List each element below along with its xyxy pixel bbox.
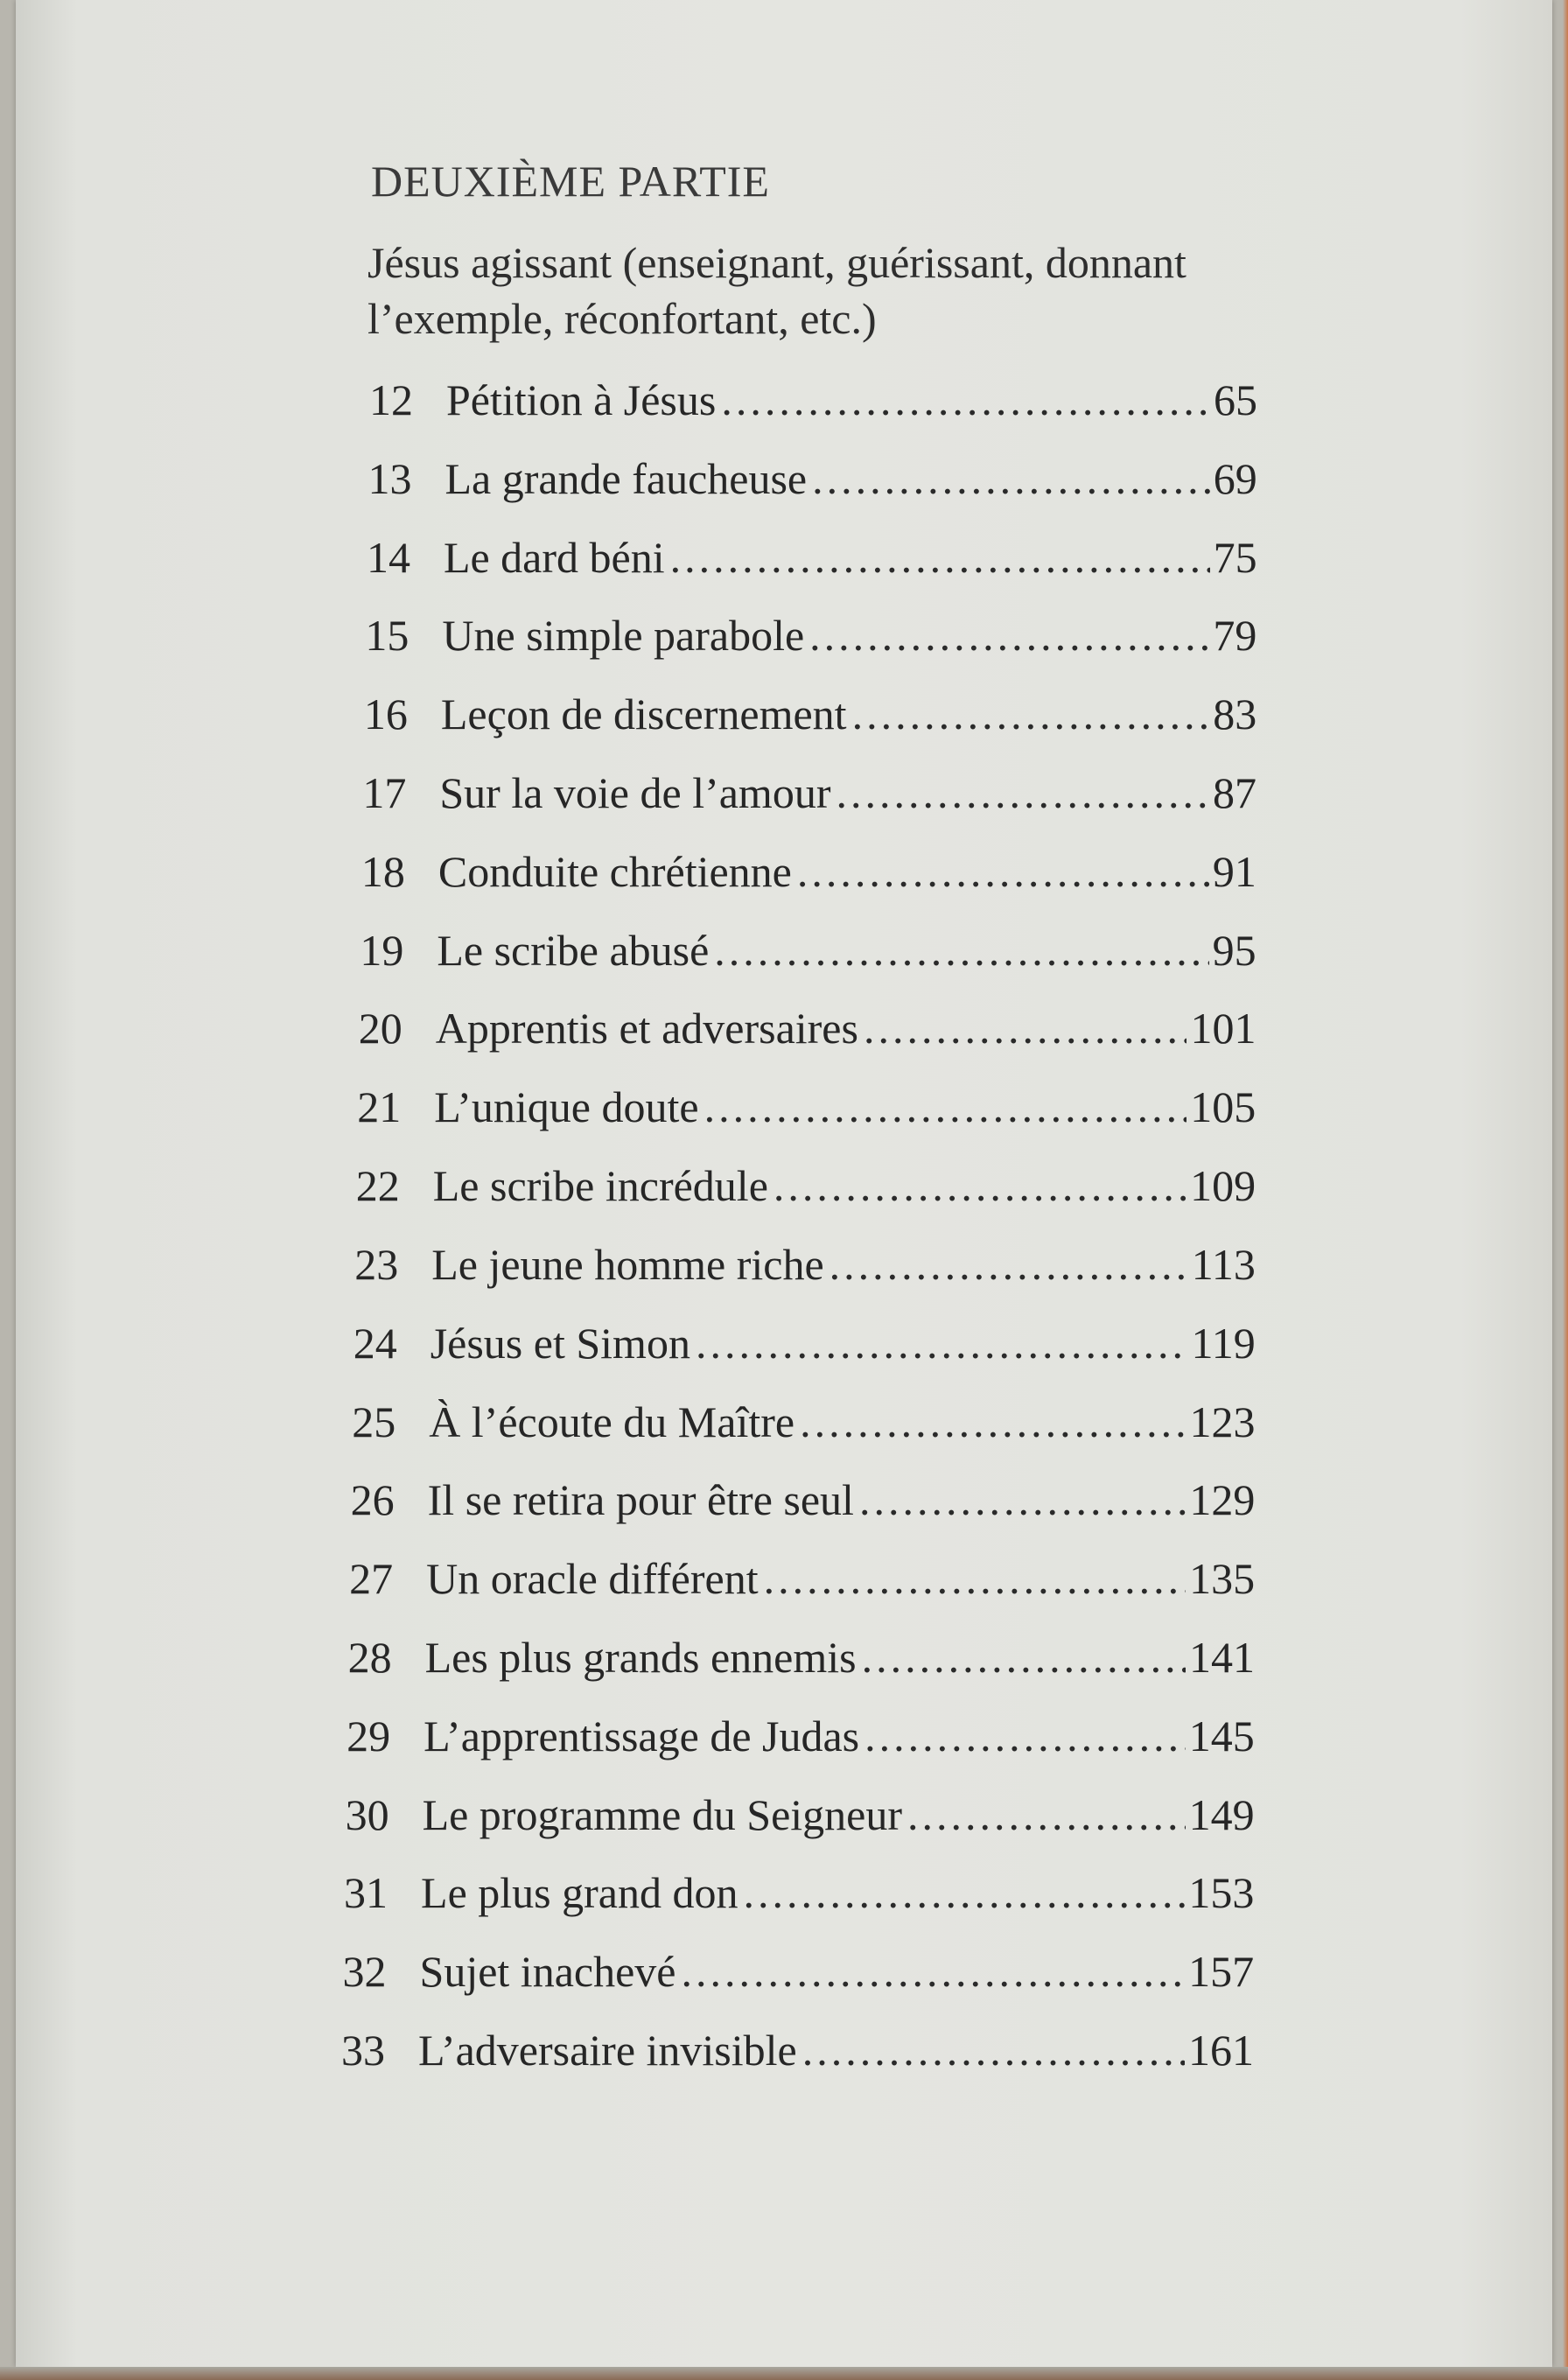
- toc-entry-leader-dots: [721, 374, 1210, 425]
- toc-entry: [346, 1789, 1255, 1845]
- toc-entry-page-number: 83: [1213, 690, 1257, 739]
- toc-entry-page-number: 153: [1188, 1868, 1255, 1918]
- toc-entry: [341, 2025, 1254, 2081]
- toc-entry: [343, 1946, 1255, 2002]
- toc-entry: [346, 1711, 1255, 1767]
- toc-entry-number: 22: [355, 1161, 400, 1211]
- toc-entry-page-number: 75: [1213, 532, 1257, 582]
- toc-entry-title: La grande faucheuse: [444, 453, 808, 503]
- toc-entry: [357, 1082, 1256, 1138]
- toc-entry-page-number: 119: [1191, 1318, 1256, 1368]
- toc-entry: [348, 1632, 1255, 1688]
- toc-entry-number: 18: [360, 846, 405, 896]
- toc-entry-number: 19: [360, 925, 404, 975]
- toc-entry-page-number: 157: [1188, 1947, 1255, 1997]
- toc-entry-number: 31: [344, 1868, 388, 1918]
- toc-entry-leader-dots: [859, 1474, 1186, 1525]
- toc-entry-page-number: 123: [1189, 1396, 1256, 1446]
- part-heading: DEUXIÈME PARTIE: [371, 157, 770, 206]
- toc-entry-number: 24: [353, 1318, 397, 1368]
- toc-entry-title: Le dard béni: [443, 532, 665, 582]
- toc-entry: [354, 1239, 1256, 1295]
- toc-entry-leader-dots: [852, 689, 1210, 739]
- toc-entry-title: L’unique doute: [434, 1082, 699, 1132]
- toc-entry-leader-dots: [696, 1318, 1188, 1368]
- toc-entry-leader-dots: [830, 1239, 1188, 1290]
- toc-entry-number: 33: [341, 2026, 385, 2075]
- toc-entry-leader-dots: [812, 453, 1210, 504]
- toc-entry-title: À l’écoute du Maître: [429, 1396, 795, 1446]
- toc-entry-number: 21: [357, 1082, 402, 1132]
- toc-entry-title: Le programme du Seigneur: [422, 1789, 902, 1839]
- toc-entry-leader-dots: [862, 1632, 1186, 1683]
- toc-entry: [352, 1396, 1255, 1452]
- toc-entry: [369, 374, 1257, 430]
- toc-entry: [359, 1003, 1256, 1059]
- toc-entry-page-number: 65: [1214, 375, 1257, 424]
- toc-entry-page-number: 161: [1188, 2026, 1254, 2075]
- toc-entry: [356, 1160, 1256, 1216]
- toc-entry-title: Pétition à Jésus: [446, 375, 717, 424]
- toc-entry-title: Une simple parabole: [442, 611, 805, 661]
- part-subtitle: Jésus agissant (enseignant, guérissant, donnant l’exemple, réconfortant, etc.): [368, 238, 1186, 343]
- toc-entry-page-number: 149: [1188, 1789, 1255, 1839]
- toc-entry-leader-dots: [764, 1553, 1186, 1604]
- toc-entry: [364, 689, 1256, 745]
- toc-entry-number: 26: [350, 1475, 395, 1525]
- toc-entry-page-number: 69: [1213, 453, 1257, 503]
- toc-entry: [360, 925, 1256, 981]
- toc-entry-page-number: 95: [1212, 925, 1256, 975]
- toc-entry-title: Un oracle différent: [426, 1554, 759, 1604]
- toc-entry: [351, 1474, 1256, 1530]
- toc-entry-leader-dots: [743, 1867, 1185, 1918]
- toc-entry-leader-dots: [864, 1711, 1186, 1761]
- toc-entry-page-number: 109: [1190, 1161, 1256, 1211]
- toc-entry-title: Leçon de discernement: [440, 690, 847, 739]
- toc-entry: [344, 1867, 1254, 1923]
- toc-entry-page-number: 141: [1188, 1632, 1255, 1682]
- toc-entry-page-number: 79: [1213, 611, 1257, 661]
- toc-entry: [354, 1318, 1256, 1374]
- toc-entry-number: 13: [368, 453, 412, 503]
- toc-entry-number: 32: [342, 1947, 387, 1997]
- toc-entry-number: 30: [345, 1789, 389, 1839]
- toc-entry-number: 25: [352, 1396, 396, 1446]
- toc-entry-title: Le scribe incrédule: [432, 1161, 768, 1211]
- toc-entry-number: 12: [369, 375, 413, 424]
- toc-entry-page-number: 129: [1189, 1475, 1256, 1525]
- toc-entry-leader-dots: [714, 925, 1208, 976]
- toc-entry-leader-dots: [864, 1003, 1187, 1054]
- toc-entry-title: Le jeune homme riche: [431, 1239, 824, 1289]
- toc-entry-number: 28: [347, 1632, 392, 1682]
- toc-entry-leader-dots: [797, 846, 1209, 897]
- toc-entry: [367, 532, 1257, 588]
- toc-entry: [365, 610, 1256, 666]
- toc-entry-title: Il se retira pour être seul: [427, 1475, 854, 1525]
- toc-entry-leader-dots: [907, 1789, 1186, 1840]
- toc-entry-title: L’adversaire invisible: [418, 2026, 797, 2075]
- toc-entry: [349, 1553, 1255, 1609]
- toc-entry-number: 15: [365, 611, 410, 661]
- toc-entry-title: Apprentis et adversaires: [435, 1004, 858, 1054]
- toc-entry-leader-dots: [809, 610, 1209, 661]
- toc-entry-title: Sujet inachevé: [419, 1947, 676, 1997]
- toc-entry: [362, 767, 1256, 823]
- toc-entry-leader-dots: [670, 532, 1210, 583]
- toc-entry-number: 16: [363, 690, 408, 739]
- toc-entry-title: Sur la voie de l’amour: [439, 768, 831, 818]
- toc-entry-title: Le scribe abusé: [437, 925, 710, 975]
- toc-entry-title: Les plus grands ennemis: [424, 1632, 857, 1682]
- toc-entry-page-number: 101: [1190, 1004, 1256, 1054]
- toc-entry-number: 14: [366, 532, 410, 582]
- toc-entry-leader-dots: [802, 2025, 1185, 2076]
- toc-entry-number: 17: [362, 768, 407, 818]
- toc-entry-leader-dots: [836, 767, 1209, 818]
- toc-entry-title: Le plus grand don: [421, 1868, 738, 1918]
- toc-entry-number: 29: [346, 1711, 391, 1760]
- toc-entry: [368, 453, 1256, 509]
- toc-entry-page-number: 87: [1213, 768, 1257, 818]
- toc-entry-title: Conduite chrétienne: [438, 846, 792, 896]
- toc-entry-number: 20: [358, 1004, 402, 1054]
- toc-entry-page-number: 91: [1212, 846, 1256, 896]
- toc-entry-number: 27: [349, 1554, 394, 1604]
- toc-entry-title: Jésus et Simon: [430, 1318, 690, 1368]
- toc-entry-leader-dots: [681, 1946, 1185, 1997]
- toc-entry: [361, 846, 1256, 902]
- toc-entry-page-number: 105: [1190, 1082, 1256, 1132]
- toc-entry-leader-dots: [774, 1160, 1186, 1211]
- toc-entry-page-number: 113: [1191, 1239, 1256, 1289]
- toc-entry-title: L’apprentissage de Judas: [424, 1711, 860, 1760]
- toc-entry-leader-dots: [800, 1396, 1186, 1447]
- toc-entry-number: 23: [354, 1239, 399, 1289]
- toc-entry-page-number: 145: [1188, 1711, 1255, 1760]
- toc-entry-page-number: 135: [1189, 1554, 1256, 1604]
- toc-entry-leader-dots: [704, 1082, 1187, 1132]
